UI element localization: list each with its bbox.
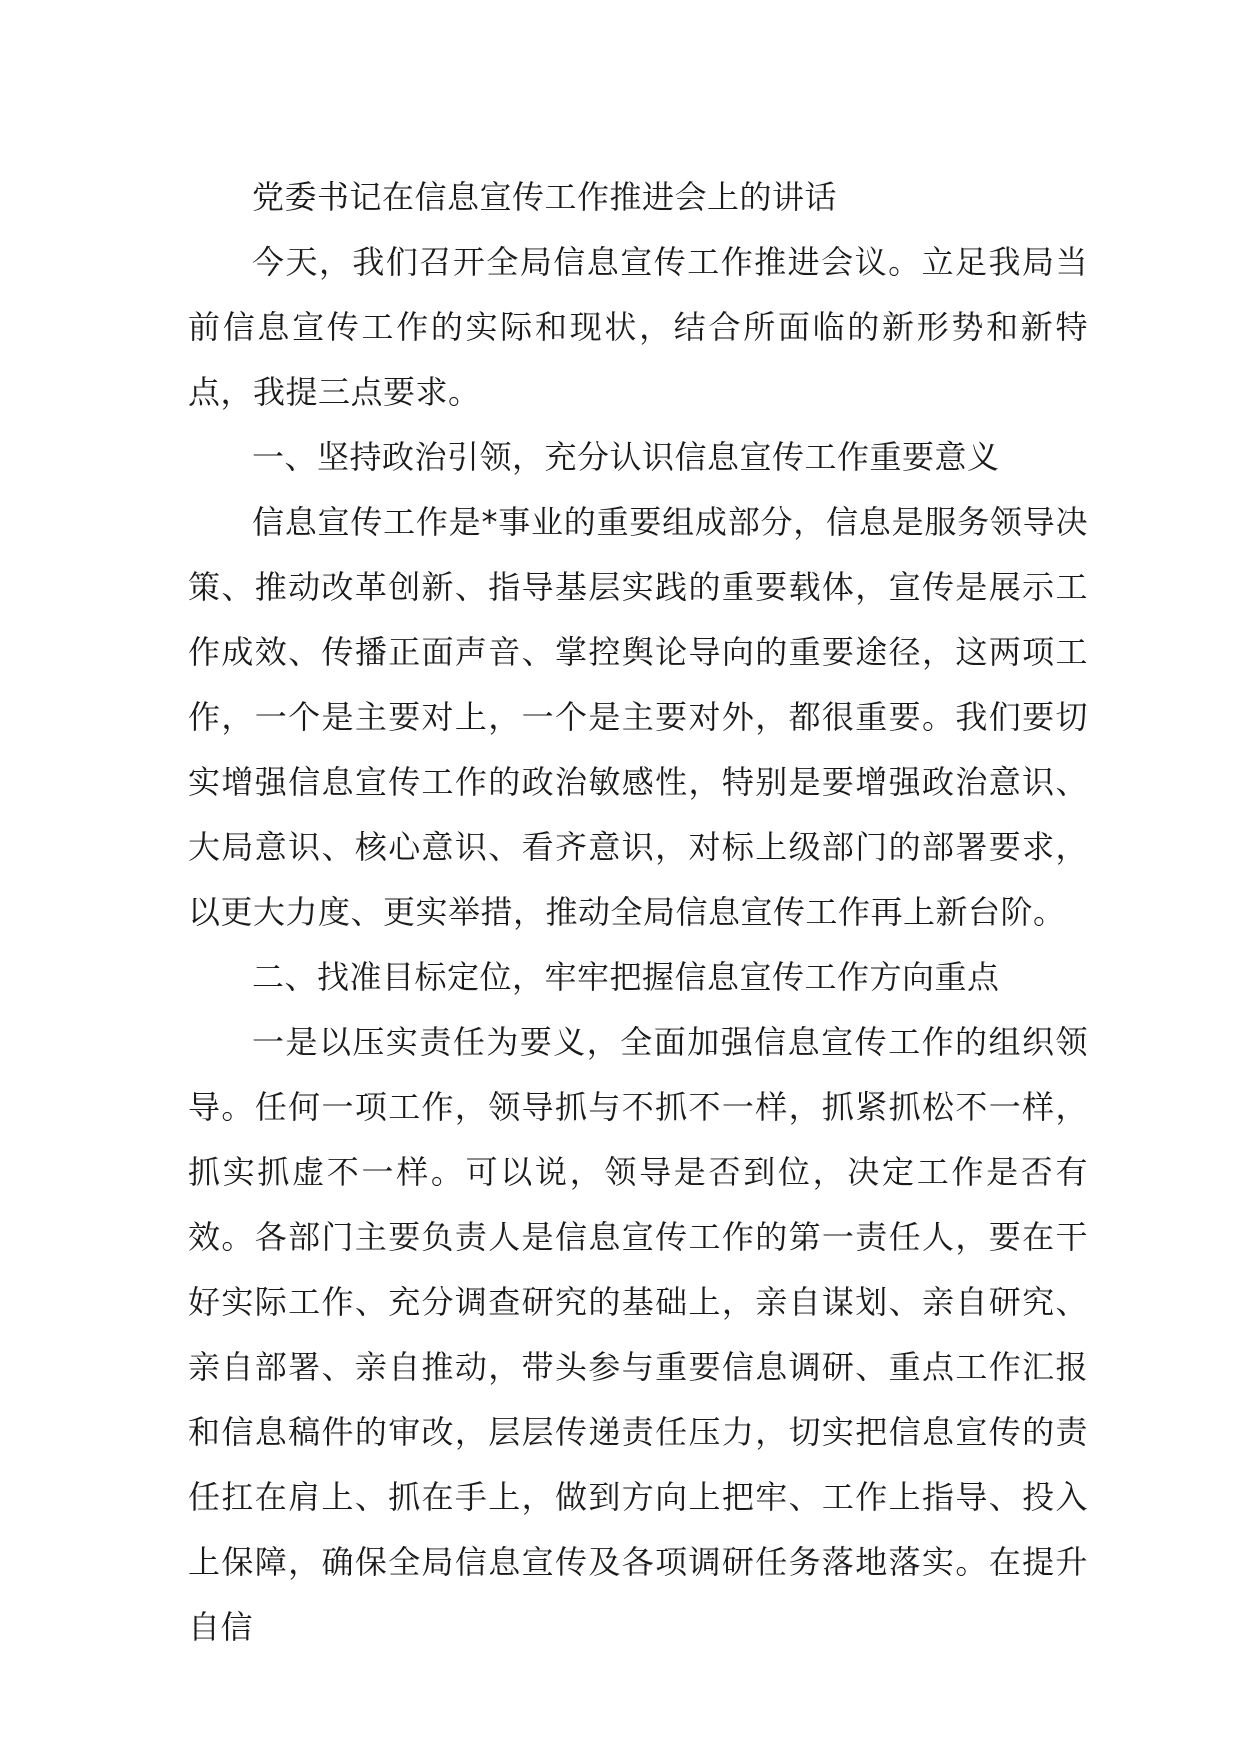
document-title: 党委书记在信息宣传工作推进会上的讲话	[252, 178, 838, 216]
document-body	[188, 165, 1088, 1660]
paragraph-section-2-item-1: 一是以压实责任为要义，全面加强信息宣传工作的组织领导。任何一项工作，领导抓与不抓不一样，抓紧抓松不一样，抓实抓虚不一样。可以说，领导是否到位，决定工作是否有效。各部门主要负责人是信息宣传工作的第一责任人，要在干好实际工作、充分调查研究的基础上，亲自谋划、亲自研究、亲自部署、亲自推动，带头参与重要信息调研、重点工作汇报和信息稿件的审改，层层传递责任压力，切实把信息宣传的责任扛在肩上、抓在手上，做到方向上把牢、工作上指导、投入上保障，确保全局信息宣传及各项调研任务落地落实。在提升自信	[188, 1023, 1088, 1646]
section-heading-2: 二、找准目标定位，牢牢把握信息宣传工作方向重点	[252, 958, 1000, 996]
paragraph-intro: 今天，我们召开全局信息宣传工作推进会议。立足我局当前信息宣传工作的实际和现状，结合所面临的新形势和新特点，我提三点要求。	[188, 243, 1088, 411]
section-heading-1: 一、坚持政治引领，充分认识信息宣传工作重要意义	[252, 438, 1000, 476]
paragraph-section-1: 信息宣传工作是*事业的重要组成部分，信息是服务领导决策、推动改革创新、指导基层实践的重要载体，宣传是展示工作成效、传播正面声音、掌控舆论导向的重要途径，这两项工作，一个是主要对上，一个是主要对外，都很重要。我们要切实增强信息宣传工作的政治敏感性，特别是要增强政治意识、大局意识、核心意识、看齐意识，对标上级部门的部署要求，以更大力度、更实举措，推动全局信息宣传工作再上新台阶。	[188, 503, 1088, 931]
